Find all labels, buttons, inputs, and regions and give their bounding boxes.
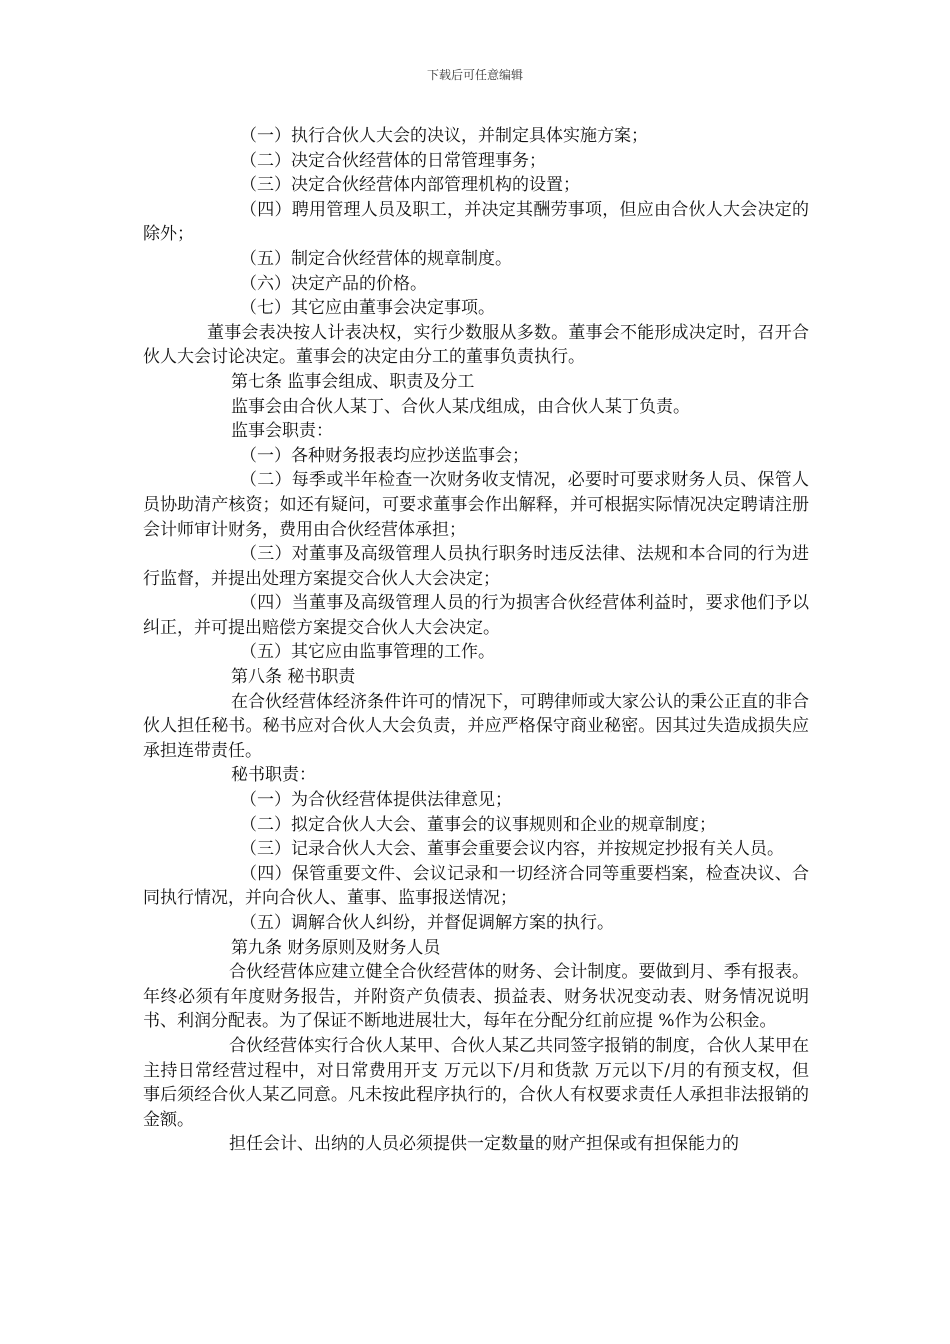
item-paragraph: （五）调解合伙人纠纷，并督促调解方案的执行。 — [240, 913, 614, 933]
section-label: 秘书职责： — [231, 765, 316, 786]
item-paragraph: （四）保管重要文件、会议记录和一切经济合同等重要档案，检查决议、合同执行情况，并向合伙人、董事、监事报送情况； — [143, 863, 809, 909]
item-paragraph: （四）聘用管理人员及职工，并决定其酬劳事项，但应由合伙人大会决定的除外； — [143, 199, 809, 245]
item-paragraph: （三）记录合伙人大会、董事会重要会议内容，并按规定抄报有关人员。 — [240, 839, 784, 860]
item-paragraph: （一）各种财务报表均应抄送监事会； — [240, 445, 529, 466]
item-paragraph: （六）决定产品的价格。 — [240, 273, 427, 294]
item-paragraph: （五）制定合伙经营体的规章制度。 — [240, 248, 512, 269]
item-paragraph: （三）决定合伙经营体内部管理机构的设置； — [240, 175, 580, 196]
article-heading: 第八条 秘书职责 — [231, 667, 356, 688]
body-paragraph: 董事会表决按人计表决权，实行少数服从多数。董事会不能形成决定时，召开合伙人大会讨论决定。董事会的决定由分工的董事负责执行。 — [143, 322, 809, 368]
item-paragraph: （二）决定合伙经营体的日常管理事务； — [240, 150, 546, 171]
item-paragraph: （一）为合伙经营体提供法律意见； — [240, 790, 512, 811]
item-paragraph: （三）对董事及高级管理人员执行职务时违反法律、法规和本合同的行为进行监督，并提出处理方案提交合伙人大会决定； — [143, 544, 809, 589]
page-header-note: 下载后可任意编辑 — [426, 68, 523, 82]
item-paragraph: （五）其它应由监事管理的工作。 — [240, 642, 495, 663]
item-paragraph: （七）其它应由董事会决定事项。 — [240, 298, 495, 319]
item-paragraph: （二）每季或半年检查一次财务收支情况，必要时可要求财务人员、保管人员协助清产核资；如还有疑问，可要求董事会作出解释，并可根据实际情况决定聘请注册会计师审计财务，费用由合伙经营体承担； — [143, 470, 809, 540]
item-paragraph: （四）当董事及高级管理人员的行为损害合伙经营体利益时，要求他们予以纠正，并可提出赔偿方案提交合伙人大会决定。 — [143, 593, 809, 638]
body-paragraph: 合伙经营体实行合伙人某甲、合伙人某乙共同签字报销的制度，合伙人某甲在主持日常经营过程中，对日常费用开支 万元以下/月和货款 万元以下/月的有预支权，但事后须经合伙人某乙同意。凡未按此程序执行的，合伙人有权要求责任人承担非法报销的金额。 — [143, 1035, 809, 1130]
section-label: 监事会职责： — [231, 421, 333, 442]
article-heading: 第九条 财务原则及财务人员 — [231, 937, 441, 958]
body-paragraph: 合伙经营体应建立健全合伙经营体的财务、会计制度。要做到月、季有报表。年终必须有年度财务报告，并附资产负债表、损益表、财务状况变动表、财务情况说明书、利润分配表。为了保证不断地进展壮大，每年在分配分红前应提 %作为公积金。 — [143, 962, 809, 1032]
article-heading: 第七条 监事会组成、职责及分工 — [231, 371, 475, 392]
document-body — [143, 124, 809, 1157]
item-paragraph: （二）拟定合伙人大会、董事会的议事规则和企业的规章制度； — [240, 814, 716, 835]
item-paragraph: （一）执行合伙人大会的决议，并制定具体实施方案； — [240, 126, 648, 146]
body-paragraph: 在合伙经营体经济条件许可的情况下，可聘律师或大家公认的秉公正直的非合伙人担任秘书。秘书应对合伙人大会负责，并应严格保守商业秘密。因其过失造成损失应承担连带责任。 — [143, 691, 809, 761]
body-paragraph: 监事会由合伙人某丁、合伙人某戊组成，由合伙人某丁负责。 — [231, 396, 690, 417]
body-paragraph: 担任会计、出纳的人员必须提供一定数量的财产担保或有担保能力的 — [229, 1134, 739, 1155]
